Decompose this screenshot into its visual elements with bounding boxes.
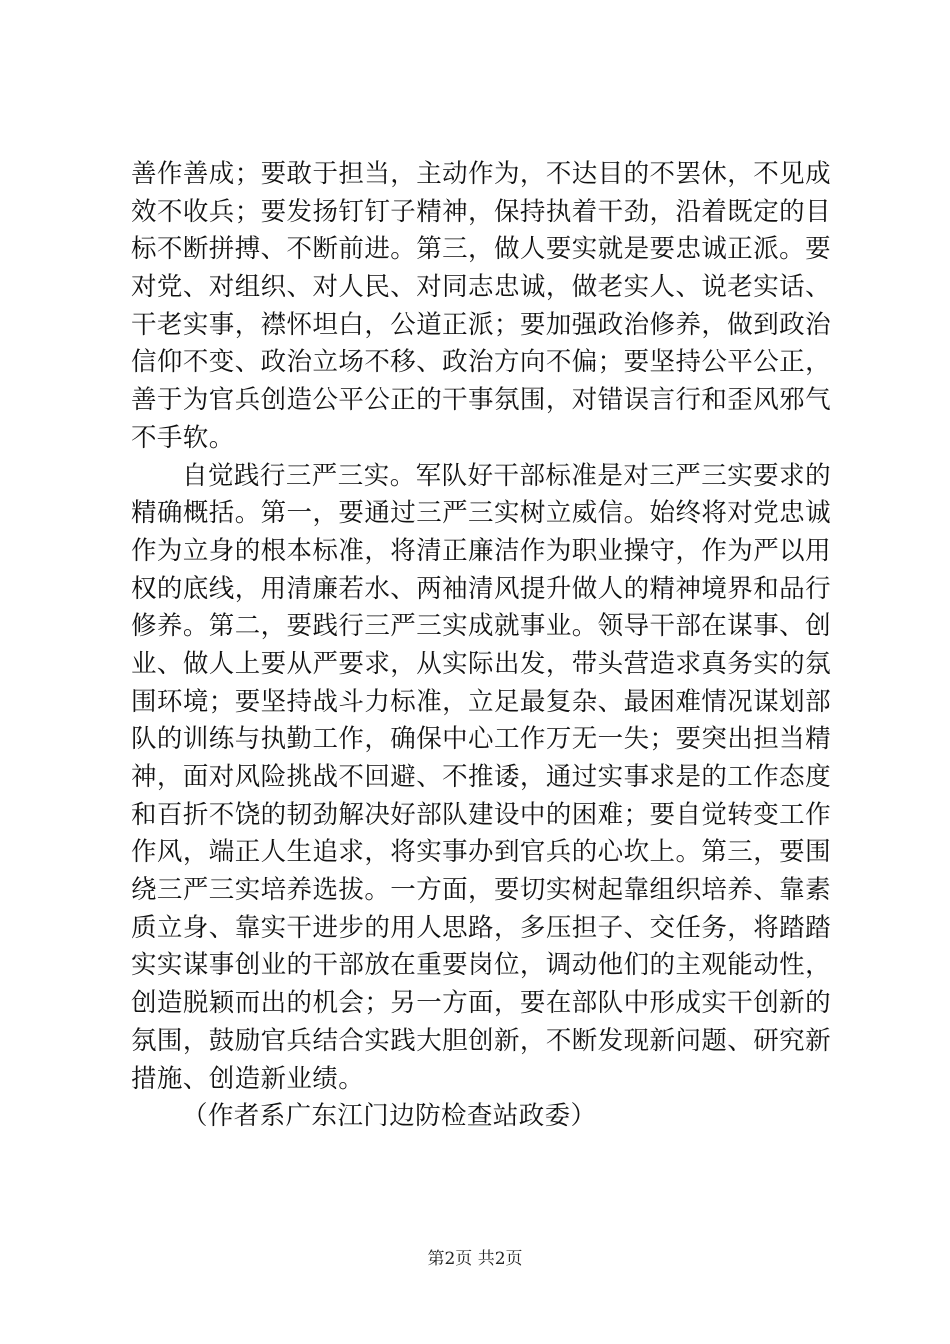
text-line: 围环境；要坚持战斗力标准，立足最复杂、最困难情况谋划部 [131,686,831,717]
text-line: 和百折不饶的韧劲解决好部队建设中的困难；要自觉转变工作 [131,799,831,830]
text-line: 质立身、靠实干进步的用人思路，多压担子、交任务，将踏踏 [131,912,831,943]
text-line: 神，面对风险挑战不回避、不推诿，通过实事求是的工作态度 [131,762,831,792]
text-line: 干老实事，襟怀坦白，公道正派；要加强政治修养，做到政治 [131,309,831,340]
text-line: 精确概括。第一，要通过三严三实树立威信。始终将对党忠诚 [131,498,831,529]
text-line: 业、做人上要从严要求，从实际出发，带头营造求真务实的氛 [131,648,831,679]
text-line: 氛围，鼓励官兵结合实践大胆创新，不断发现新问题、研究新 [131,1025,831,1056]
text-line: 绕三严三实培养选拔。一方面，要切实树起靠组织培养、靠素 [131,875,831,906]
text-line: 自觉践行三严三实。军队好干部标准是对三严三实要求的 [182,460,831,491]
article-body [131,156,831,1136]
text-line: 信仰不变、政治立场不移、政治方向不偏；要坚持公平公正， [131,347,831,378]
text-line: 作为立身的根本标准，将清正廉洁作为职业操守，作为严以用 [131,535,831,566]
text-line: 创造脱颖而出的机会；另一方面，要在部队中形成实干创新的 [131,988,831,1019]
author-note: （作者系广东江门边防检查站政委） [182,1101,597,1132]
text-line: 善作善成；要敢于担当，主动作为，不达目的不罢休，不见成 [131,159,831,189]
page-number-footer: 第2页 共2页 [427,1249,523,1269]
text-line: 不手软。 [131,422,235,453]
text-line: 措施、创造新业绩。 [131,1063,365,1094]
text-line: 修养。第二，要践行三严三实成就事业。领导干部在谋事、创 [131,611,831,642]
text-line: 效不收兵；要发扬钉钉子精神，保持执着干劲，沿着既定的目 [131,196,831,227]
text-line: 权的底线，用清廉若水、两袖清风提升做人的精神境界和品行 [131,573,831,604]
text-line: 作风，端正人生追求，将实事办到官兵的心坎上。第三，要围 [131,837,831,868]
text-line: 善于为官兵创造公平公正的干事氛围，对错误言行和歪风邪气 [131,385,831,416]
text-line: 对党、对组织、对人民、对同志忠诚，做老实人、说老实话、 [131,272,831,303]
text-line: 实实谋事创业的干部放在重要岗位，调动他们的主观能动性， [131,950,831,981]
text-line: 队的训练与执勤工作，确保中心工作万无一失；要突出担当精 [131,724,831,755]
text-line: 标不断拼搏、不断前进。第三，做人要实就是要忠诚正派。要 [131,234,831,265]
